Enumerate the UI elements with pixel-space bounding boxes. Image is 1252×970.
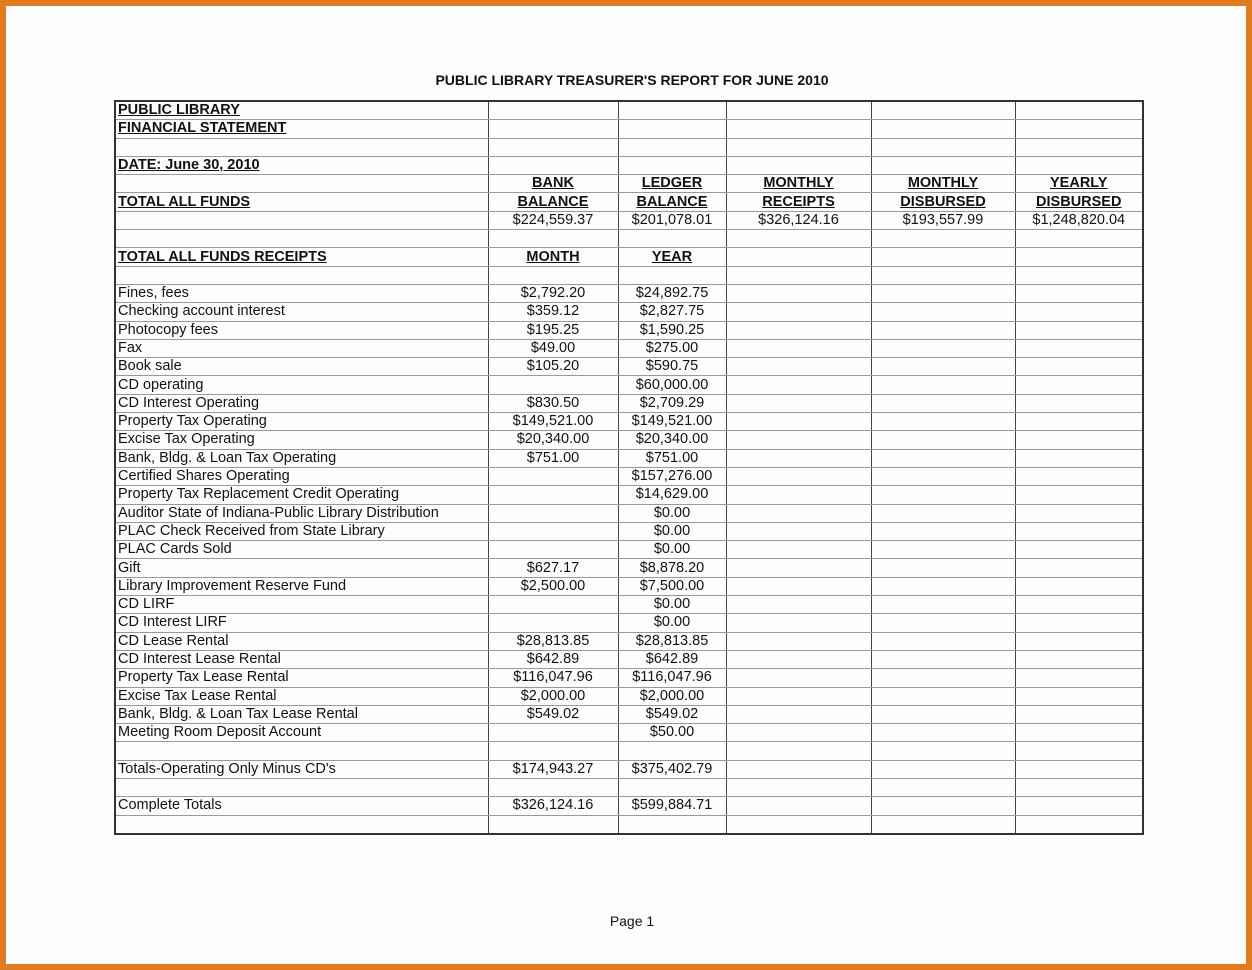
empty-cell <box>726 339 871 357</box>
empty-cell <box>488 266 618 284</box>
empty-cell <box>871 248 1015 266</box>
empty-cell <box>488 101 618 120</box>
receipt-row <box>115 596 1143 614</box>
empty-cell <box>1015 669 1143 687</box>
spacer-row <box>115 815 1143 834</box>
empty-cell <box>1015 742 1143 760</box>
receipt-year: $275.00 <box>618 339 726 357</box>
receipt-row <box>115 559 1143 577</box>
receipt-year: $50.00 <box>618 724 726 742</box>
receipt-year: $2,827.75 <box>618 303 726 321</box>
empty-cell <box>1015 358 1143 376</box>
receipt-row <box>115 687 1143 705</box>
empty-cell <box>618 742 726 760</box>
empty-cell <box>726 358 871 376</box>
receipt-year: $60,000.00 <box>618 376 726 394</box>
empty-cell <box>1015 394 1143 412</box>
empty-cell <box>871 778 1015 796</box>
empty-cell <box>1015 486 1143 504</box>
empty-cell <box>726 321 871 339</box>
empty-cell <box>726 596 871 614</box>
totals-row <box>115 760 1143 778</box>
empty-cell <box>871 321 1015 339</box>
empty-cell <box>618 120 726 138</box>
receipt-year: $0.00 <box>618 614 726 632</box>
empty-cell <box>1015 724 1143 742</box>
receipt-year: $751.00 <box>618 449 726 467</box>
empty-cell <box>1015 522 1143 540</box>
receipt-month: $195.25 <box>488 321 618 339</box>
empty-cell <box>726 376 871 394</box>
spacer-row <box>115 742 1143 760</box>
receipt-row <box>115 413 1143 431</box>
empty-cell <box>1015 230 1143 248</box>
empty-cell <box>115 742 488 760</box>
empty-cell <box>726 742 871 760</box>
column-header-top: LEDGER <box>618 175 726 193</box>
receipt-month: $549.02 <box>488 705 618 723</box>
spacer-row <box>115 778 1143 796</box>
empty-cell <box>1015 266 1143 284</box>
empty-cell <box>871 120 1015 138</box>
totals-operating-month: $174,943.27 <box>488 760 618 778</box>
empty-cell <box>871 266 1015 284</box>
empty-cell <box>871 394 1015 412</box>
receipt-name: Book sale <box>115 358 488 376</box>
column-header-bottom: DISBURSED <box>1015 193 1143 211</box>
empty-cell <box>1015 541 1143 559</box>
empty-cell <box>871 101 1015 120</box>
receipt-year: $24,892.75 <box>618 284 726 302</box>
empty-cell <box>618 230 726 248</box>
empty-cell <box>871 522 1015 540</box>
receipt-row <box>115 705 1143 723</box>
receipt-year: $157,276.00 <box>618 467 726 485</box>
receipt-name: Property Tax Replacement Credit Operating <box>115 486 488 504</box>
receipt-month <box>488 486 618 504</box>
receipt-year: $0.00 <box>618 522 726 540</box>
receipt-year: $0.00 <box>618 541 726 559</box>
empty-cell <box>726 559 871 577</box>
receipt-year: $1,590.25 <box>618 321 726 339</box>
column-header-top: BANK <box>488 175 618 193</box>
receipt-name: CD Interest LIRF <box>115 614 488 632</box>
receipt-name: Bank, Bldg. & Loan Tax Lease Rental <box>115 705 488 723</box>
receipt-year: $14,629.00 <box>618 486 726 504</box>
receipt-month: $49.00 <box>488 339 618 357</box>
receipt-year: $2,709.29 <box>618 394 726 412</box>
receipt-month: $2,000.00 <box>488 687 618 705</box>
empty-cell <box>871 669 1015 687</box>
receipt-year: $7,500.00 <box>618 577 726 595</box>
empty-cell <box>1015 650 1143 668</box>
receipt-month: $830.50 <box>488 394 618 412</box>
receipt-month: $627.17 <box>488 559 618 577</box>
receipt-name: PLAC Check Received from State Library <box>115 522 488 540</box>
empty-cell <box>726 120 871 138</box>
receipt-month: $20,340.00 <box>488 431 618 449</box>
fund-value: $1,248,820.04 <box>1015 211 1143 229</box>
column-header-bottom: RECEIPTS <box>726 193 871 211</box>
receipt-row <box>115 541 1143 559</box>
empty-cell <box>871 797 1015 815</box>
receipt-row <box>115 632 1143 650</box>
spacer-row <box>115 266 1143 284</box>
empty-cell <box>726 449 871 467</box>
receipt-year: $590.75 <box>618 358 726 376</box>
receipt-year: $642.89 <box>618 650 726 668</box>
empty-cell <box>618 266 726 284</box>
receipt-name: Checking account interest <box>115 303 488 321</box>
empty-cell <box>488 815 618 834</box>
empty-cell <box>726 522 871 540</box>
empty-cell <box>871 724 1015 742</box>
fund-value: $193,557.99 <box>871 211 1015 229</box>
empty-cell <box>1015 687 1143 705</box>
empty-cell <box>1015 431 1143 449</box>
receipt-year: $8,878.20 <box>618 559 726 577</box>
column-header-top: MONTHLY <box>726 175 871 193</box>
empty-cell <box>871 815 1015 834</box>
empty-cell <box>488 138 618 156</box>
receipt-row <box>115 650 1143 668</box>
receipt-year: $149,521.00 <box>618 413 726 431</box>
empty-cell <box>1015 559 1143 577</box>
receipt-year: $0.00 <box>618 596 726 614</box>
empty-cell <box>115 230 488 248</box>
empty-cell <box>726 303 871 321</box>
empty-cell <box>871 376 1015 394</box>
empty-cell <box>726 101 871 120</box>
receipt-name: Auditor State of Indiana-Public Library Distribution <box>115 504 488 522</box>
empty-cell <box>488 778 618 796</box>
empty-cell <box>726 632 871 650</box>
totals-operating-label: Totals-Operating Only Minus CD's <box>115 760 488 778</box>
receipts-header-row <box>115 248 1143 266</box>
column-header-bottom: DISBURSED <box>871 193 1015 211</box>
empty-cell <box>871 760 1015 778</box>
column-header-top: YEARLY <box>1015 175 1143 193</box>
total-all-funds-label: TOTAL ALL FUNDS <box>115 193 488 211</box>
header-row <box>115 120 1143 138</box>
empty-cell <box>115 175 488 193</box>
empty-cell <box>1015 632 1143 650</box>
empty-cell <box>1015 413 1143 431</box>
receipt-month <box>488 724 618 742</box>
empty-cell <box>488 120 618 138</box>
empty-cell <box>726 815 871 834</box>
receipt-name: Excise Tax Lease Rental <box>115 687 488 705</box>
receipt-year: $0.00 <box>618 504 726 522</box>
receipt-month: $28,813.85 <box>488 632 618 650</box>
empty-cell <box>726 486 871 504</box>
empty-cell <box>1015 303 1143 321</box>
empty-cell <box>1015 705 1143 723</box>
receipt-month: $116,047.96 <box>488 669 618 687</box>
column-header-bottom: BALANCE <box>488 193 618 211</box>
empty-cell <box>1015 138 1143 156</box>
receipt-row <box>115 614 1143 632</box>
receipt-name: CD Interest Lease Rental <box>115 650 488 668</box>
spacer-row <box>115 138 1143 156</box>
receipt-row <box>115 486 1143 504</box>
report-title: PUBLIC LIBRARY TREASURER'S REPORT FOR JUNE 2010 <box>435 72 829 88</box>
receipt-year: $549.02 <box>618 705 726 723</box>
empty-cell <box>871 303 1015 321</box>
empty-cell <box>871 138 1015 156</box>
statement-date: DATE: June 30, 2010 <box>115 156 488 174</box>
empty-cell <box>618 815 726 834</box>
header-row <box>115 101 1143 120</box>
empty-cell <box>1015 156 1143 174</box>
receipt-name: Fines, fees <box>115 284 488 302</box>
receipt-row <box>115 522 1143 540</box>
empty-cell <box>871 156 1015 174</box>
receipt-row <box>115 284 1143 302</box>
spacer-row <box>115 230 1143 248</box>
receipt-year: $20,340.00 <box>618 431 726 449</box>
receipt-name: CD Lease Rental <box>115 632 488 650</box>
receipt-row <box>115 669 1143 687</box>
empty-cell <box>1015 120 1143 138</box>
empty-cell <box>871 467 1015 485</box>
receipt-month: $751.00 <box>488 449 618 467</box>
empty-cell <box>726 284 871 302</box>
empty-cell <box>871 230 1015 248</box>
empty-cell <box>871 358 1015 376</box>
receipt-month <box>488 376 618 394</box>
empty-cell <box>871 632 1015 650</box>
empty-cell <box>1015 815 1143 834</box>
empty-cell <box>726 577 871 595</box>
receipt-row <box>115 303 1143 321</box>
empty-cell <box>871 431 1015 449</box>
empty-cell <box>488 230 618 248</box>
empty-cell <box>726 248 871 266</box>
empty-cell <box>115 778 488 796</box>
empty-cell <box>871 284 1015 302</box>
empty-cell <box>726 650 871 668</box>
header-row <box>115 156 1143 174</box>
empty-cell <box>726 156 871 174</box>
empty-cell <box>115 138 488 156</box>
financial-statement-table <box>114 100 1144 835</box>
column-header-bottom: BALANCE <box>618 193 726 211</box>
empty-cell <box>115 815 488 834</box>
empty-cell <box>726 230 871 248</box>
empty-cell <box>1015 596 1143 614</box>
receipt-row <box>115 577 1143 595</box>
empty-cell <box>726 797 871 815</box>
empty-cell <box>871 339 1015 357</box>
receipt-row <box>115 394 1143 412</box>
empty-cell <box>1015 284 1143 302</box>
empty-cell <box>726 467 871 485</box>
funds-header-row <box>115 175 1143 193</box>
receipt-month <box>488 596 618 614</box>
receipt-row <box>115 724 1143 742</box>
receipt-year: $28,813.85 <box>618 632 726 650</box>
fund-value: $224,559.37 <box>488 211 618 229</box>
receipt-month: $105.20 <box>488 358 618 376</box>
receipt-month <box>488 541 618 559</box>
receipt-month <box>488 467 618 485</box>
fund-value: $326,124.16 <box>726 211 871 229</box>
receipt-row <box>115 431 1143 449</box>
statement-org: PUBLIC LIBRARY <box>115 101 488 120</box>
empty-cell <box>1015 376 1143 394</box>
empty-cell <box>1015 321 1143 339</box>
fund-value: $201,078.01 <box>618 211 726 229</box>
empty-cell <box>871 614 1015 632</box>
receipt-name: PLAC Cards Sold <box>115 541 488 559</box>
empty-cell <box>1015 577 1143 595</box>
receipt-month <box>488 504 618 522</box>
empty-cell <box>726 394 871 412</box>
empty-cell <box>871 541 1015 559</box>
empty-cell <box>115 266 488 284</box>
receipt-name: Property Tax Operating <box>115 413 488 431</box>
month-header: MONTH <box>488 248 618 266</box>
receipt-month: $2,792.20 <box>488 284 618 302</box>
empty-cell <box>726 138 871 156</box>
empty-cell <box>1015 778 1143 796</box>
empty-cell <box>871 687 1015 705</box>
complete-totals-label: Complete Totals <box>115 797 488 815</box>
receipt-row <box>115 504 1143 522</box>
empty-cell <box>726 504 871 522</box>
receipt-name: CD operating <box>115 376 488 394</box>
receipt-month: $2,500.00 <box>488 577 618 595</box>
empty-cell <box>726 687 871 705</box>
receipt-name: CD LIRF <box>115 596 488 614</box>
empty-cell <box>1015 449 1143 467</box>
receipt-row <box>115 376 1143 394</box>
receipt-row <box>115 321 1143 339</box>
empty-cell <box>488 742 618 760</box>
empty-cell <box>871 486 1015 504</box>
year-header: YEAR <box>618 248 726 266</box>
empty-cell <box>115 211 488 229</box>
empty-cell <box>871 742 1015 760</box>
receipt-row <box>115 467 1143 485</box>
receipt-name: Fax <box>115 339 488 357</box>
empty-cell <box>871 577 1015 595</box>
receipt-row <box>115 339 1143 357</box>
complete-totals-month: $326,124.16 <box>488 797 618 815</box>
statement-title: FINANCIAL STATEMENT <box>115 120 488 138</box>
funds-value-row <box>115 211 1143 229</box>
receipt-year: $2,000.00 <box>618 687 726 705</box>
receipt-name: CD Interest Operating <box>115 394 488 412</box>
empty-cell <box>488 156 618 174</box>
receipt-row <box>115 358 1143 376</box>
empty-cell <box>871 596 1015 614</box>
receipt-month <box>488 614 618 632</box>
receipt-name: Library Improvement Reserve Fund <box>115 577 488 595</box>
receipt-name: Excise Tax Operating <box>115 431 488 449</box>
empty-cell <box>1015 504 1143 522</box>
totals-row <box>115 797 1143 815</box>
receipt-name: Meeting Room Deposit Account <box>115 724 488 742</box>
empty-cell <box>726 724 871 742</box>
empty-cell <box>618 101 726 120</box>
complete-totals-year: $599,884.71 <box>618 797 726 815</box>
empty-cell <box>1015 797 1143 815</box>
receipts-label: TOTAL ALL FUNDS RECEIPTS <box>115 248 488 266</box>
funds-header-row <box>115 193 1143 211</box>
empty-cell <box>726 266 871 284</box>
column-header-top: MONTHLY <box>871 175 1015 193</box>
empty-cell <box>618 156 726 174</box>
empty-cell <box>726 541 871 559</box>
empty-cell <box>1015 101 1143 120</box>
receipt-month: $359.12 <box>488 303 618 321</box>
empty-cell <box>871 449 1015 467</box>
empty-cell <box>726 760 871 778</box>
empty-cell <box>726 614 871 632</box>
receipt-name: Certified Shares Operating <box>115 467 488 485</box>
empty-cell <box>871 650 1015 668</box>
empty-cell <box>1015 248 1143 266</box>
empty-cell <box>726 669 871 687</box>
receipt-name: Photocopy fees <box>115 321 488 339</box>
empty-cell <box>1015 614 1143 632</box>
receipt-name: Bank, Bldg. & Loan Tax Operating <box>115 449 488 467</box>
empty-cell <box>1015 760 1143 778</box>
receipt-row <box>115 449 1143 467</box>
empty-cell <box>726 778 871 796</box>
empty-cell <box>618 778 726 796</box>
empty-cell <box>871 705 1015 723</box>
receipt-name: Gift <box>115 559 488 577</box>
empty-cell <box>871 504 1015 522</box>
receipt-month: $642.89 <box>488 650 618 668</box>
page-number: Page 1 <box>609 913 655 929</box>
totals-operating-year: $375,402.79 <box>618 760 726 778</box>
receipt-year: $116,047.96 <box>618 669 726 687</box>
empty-cell <box>1015 339 1143 357</box>
empty-cell <box>618 138 726 156</box>
empty-cell <box>726 413 871 431</box>
receipt-name: Property Tax Lease Rental <box>115 669 488 687</box>
empty-cell <box>871 559 1015 577</box>
empty-cell <box>871 413 1015 431</box>
receipt-month: $149,521.00 <box>488 413 618 431</box>
receipt-month <box>488 522 618 540</box>
empty-cell <box>726 705 871 723</box>
empty-cell <box>726 431 871 449</box>
empty-cell <box>1015 467 1143 485</box>
